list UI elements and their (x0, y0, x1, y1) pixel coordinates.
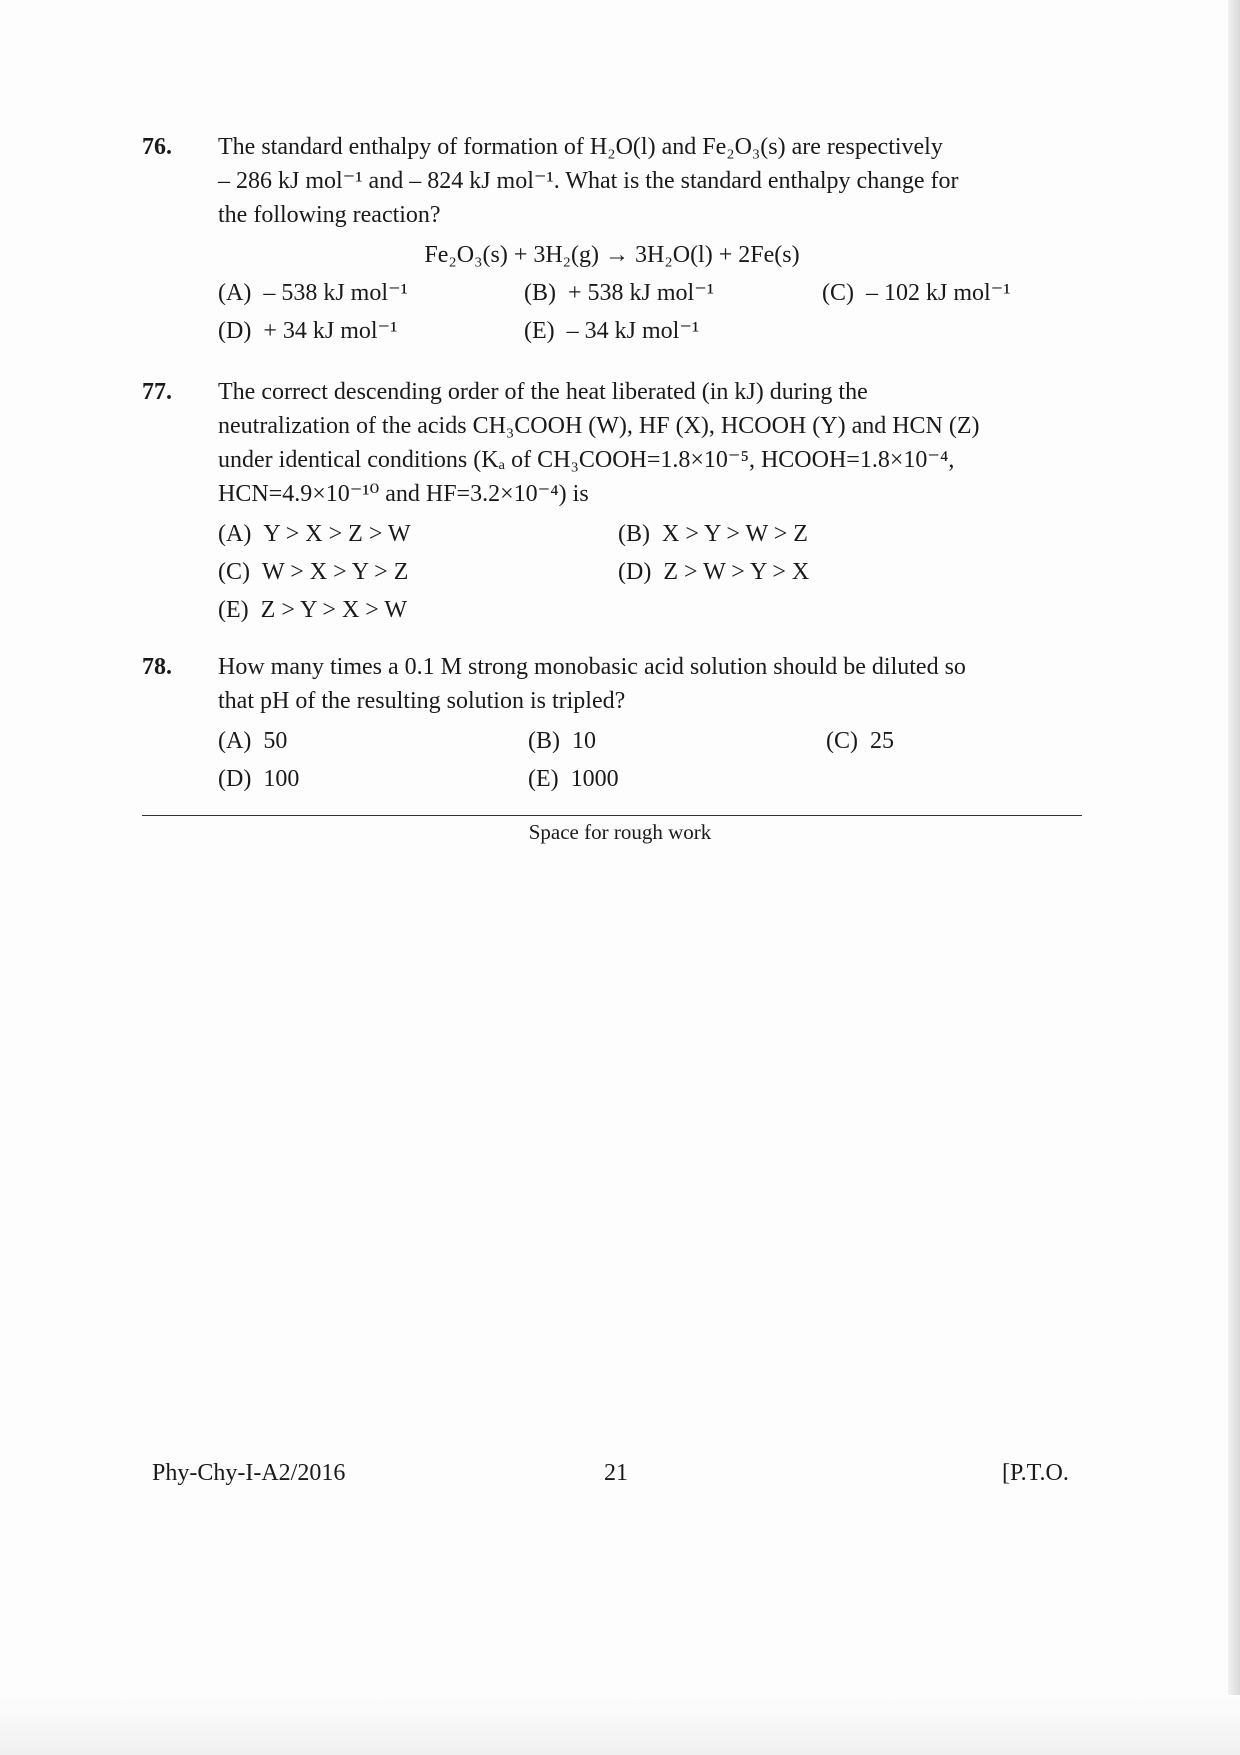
option-label: (A) (218, 280, 252, 306)
option-c[interactable] (218, 555, 408, 589)
question-text-line: How many times a 0.1 M strong monobasic acid solution should be diluted so (218, 654, 966, 680)
option-d[interactable] (218, 762, 299, 796)
question-text-line: under identical conditions (Kₐ of CH₃COOH=1.8×10⁻⁵, HCOOH=1.8×10⁻⁴, (218, 447, 955, 473)
page-number: 21 (604, 1460, 628, 1486)
page-bottom-shadow (0, 1695, 1240, 1755)
question-text-line: the following reaction? (218, 202, 441, 228)
option-label: (C) (822, 280, 854, 306)
option-b[interactable] (528, 724, 596, 758)
option-label: (A) (218, 728, 252, 754)
option-e[interactable] (218, 593, 407, 627)
option-value: Z > Y > X > W (260, 597, 408, 623)
question-text-line: The standard enthalpy of formation of H₂O(l) and Fe₂O₃(s) are respectively (218, 134, 943, 160)
question-text-line: – 286 kJ mol⁻¹ and – 824 kJ mol⁻¹. What is the standard enthalpy change for (218, 168, 959, 194)
option-a[interactable] (218, 276, 408, 310)
reaction-equation: Fe₂O₃(s) + 3H₂(g) → 3H₂O(l) + 2Fe(s) (424, 242, 800, 268)
option-label: (A) (218, 521, 252, 547)
pto-label: [P.T.O. (1002, 1460, 1069, 1486)
question-text-line: that pH of the resulting solution is tripled? (218, 688, 626, 714)
option-c[interactable] (826, 724, 894, 758)
option-label: (E) (528, 766, 559, 792)
option-d[interactable] (218, 314, 397, 348)
option-a[interactable] (218, 517, 411, 551)
option-b[interactable] (618, 517, 808, 551)
option-label: (D) (218, 766, 252, 792)
option-e[interactable] (524, 314, 699, 348)
question-number: 78. (142, 654, 172, 680)
option-label: (D) (618, 559, 652, 585)
rough-work-divider (142, 815, 1082, 816)
paper-code: Phy-Chy-I-A2/2016 (152, 1460, 346, 1486)
option-label: (E) (524, 318, 555, 344)
option-value: 25 (870, 728, 894, 754)
option-value: 100 (263, 766, 300, 792)
option-value: – 102 kJ mol⁻¹ (866, 280, 1011, 306)
option-label: (E) (218, 597, 249, 623)
option-c[interactable] (822, 276, 1011, 310)
question-number: 77. (142, 379, 172, 405)
option-label: (C) (218, 559, 250, 585)
option-value: 10 (572, 728, 596, 754)
option-label: (B) (524, 280, 556, 306)
page-edge-shadow (1228, 0, 1240, 1755)
option-value: 50 (263, 728, 288, 754)
option-value: Y > X > Z > W (263, 521, 411, 547)
option-label: (D) (218, 318, 252, 344)
option-e[interactable] (528, 762, 619, 796)
option-value: + 538 kJ mol⁻¹ (568, 280, 715, 306)
option-value: + 34 kJ mol⁻¹ (263, 318, 398, 344)
question-number: 76. (142, 134, 172, 160)
option-d[interactable] (618, 555, 809, 589)
question-text-line: HCN=4.9×10⁻¹⁰ and HF=3.2×10⁻⁴) is (218, 481, 589, 507)
option-a[interactable] (218, 724, 287, 758)
option-value: W > X > Y > Z (262, 559, 409, 585)
rough-work-label: Space for rough work (528, 820, 712, 844)
question-text-line: The correct descending order of the heat liberated (in kJ) during the (218, 379, 868, 405)
option-value: 1000 (570, 766, 619, 792)
option-label: (B) (528, 728, 560, 754)
question-text-line: neutralization of the acids CH₃COOH (W), HF (X), HCOOH (Y) and HCN (Z) (218, 413, 980, 439)
option-label: (B) (618, 521, 650, 547)
option-value: – 34 kJ mol⁻¹ (566, 318, 700, 344)
option-value: X > Y > W > Z (662, 521, 808, 547)
option-b[interactable] (524, 276, 714, 310)
option-label: (C) (826, 728, 858, 754)
option-value: – 538 kJ mol⁻¹ (263, 280, 408, 306)
option-value: Z > W > Y > X (663, 559, 810, 585)
